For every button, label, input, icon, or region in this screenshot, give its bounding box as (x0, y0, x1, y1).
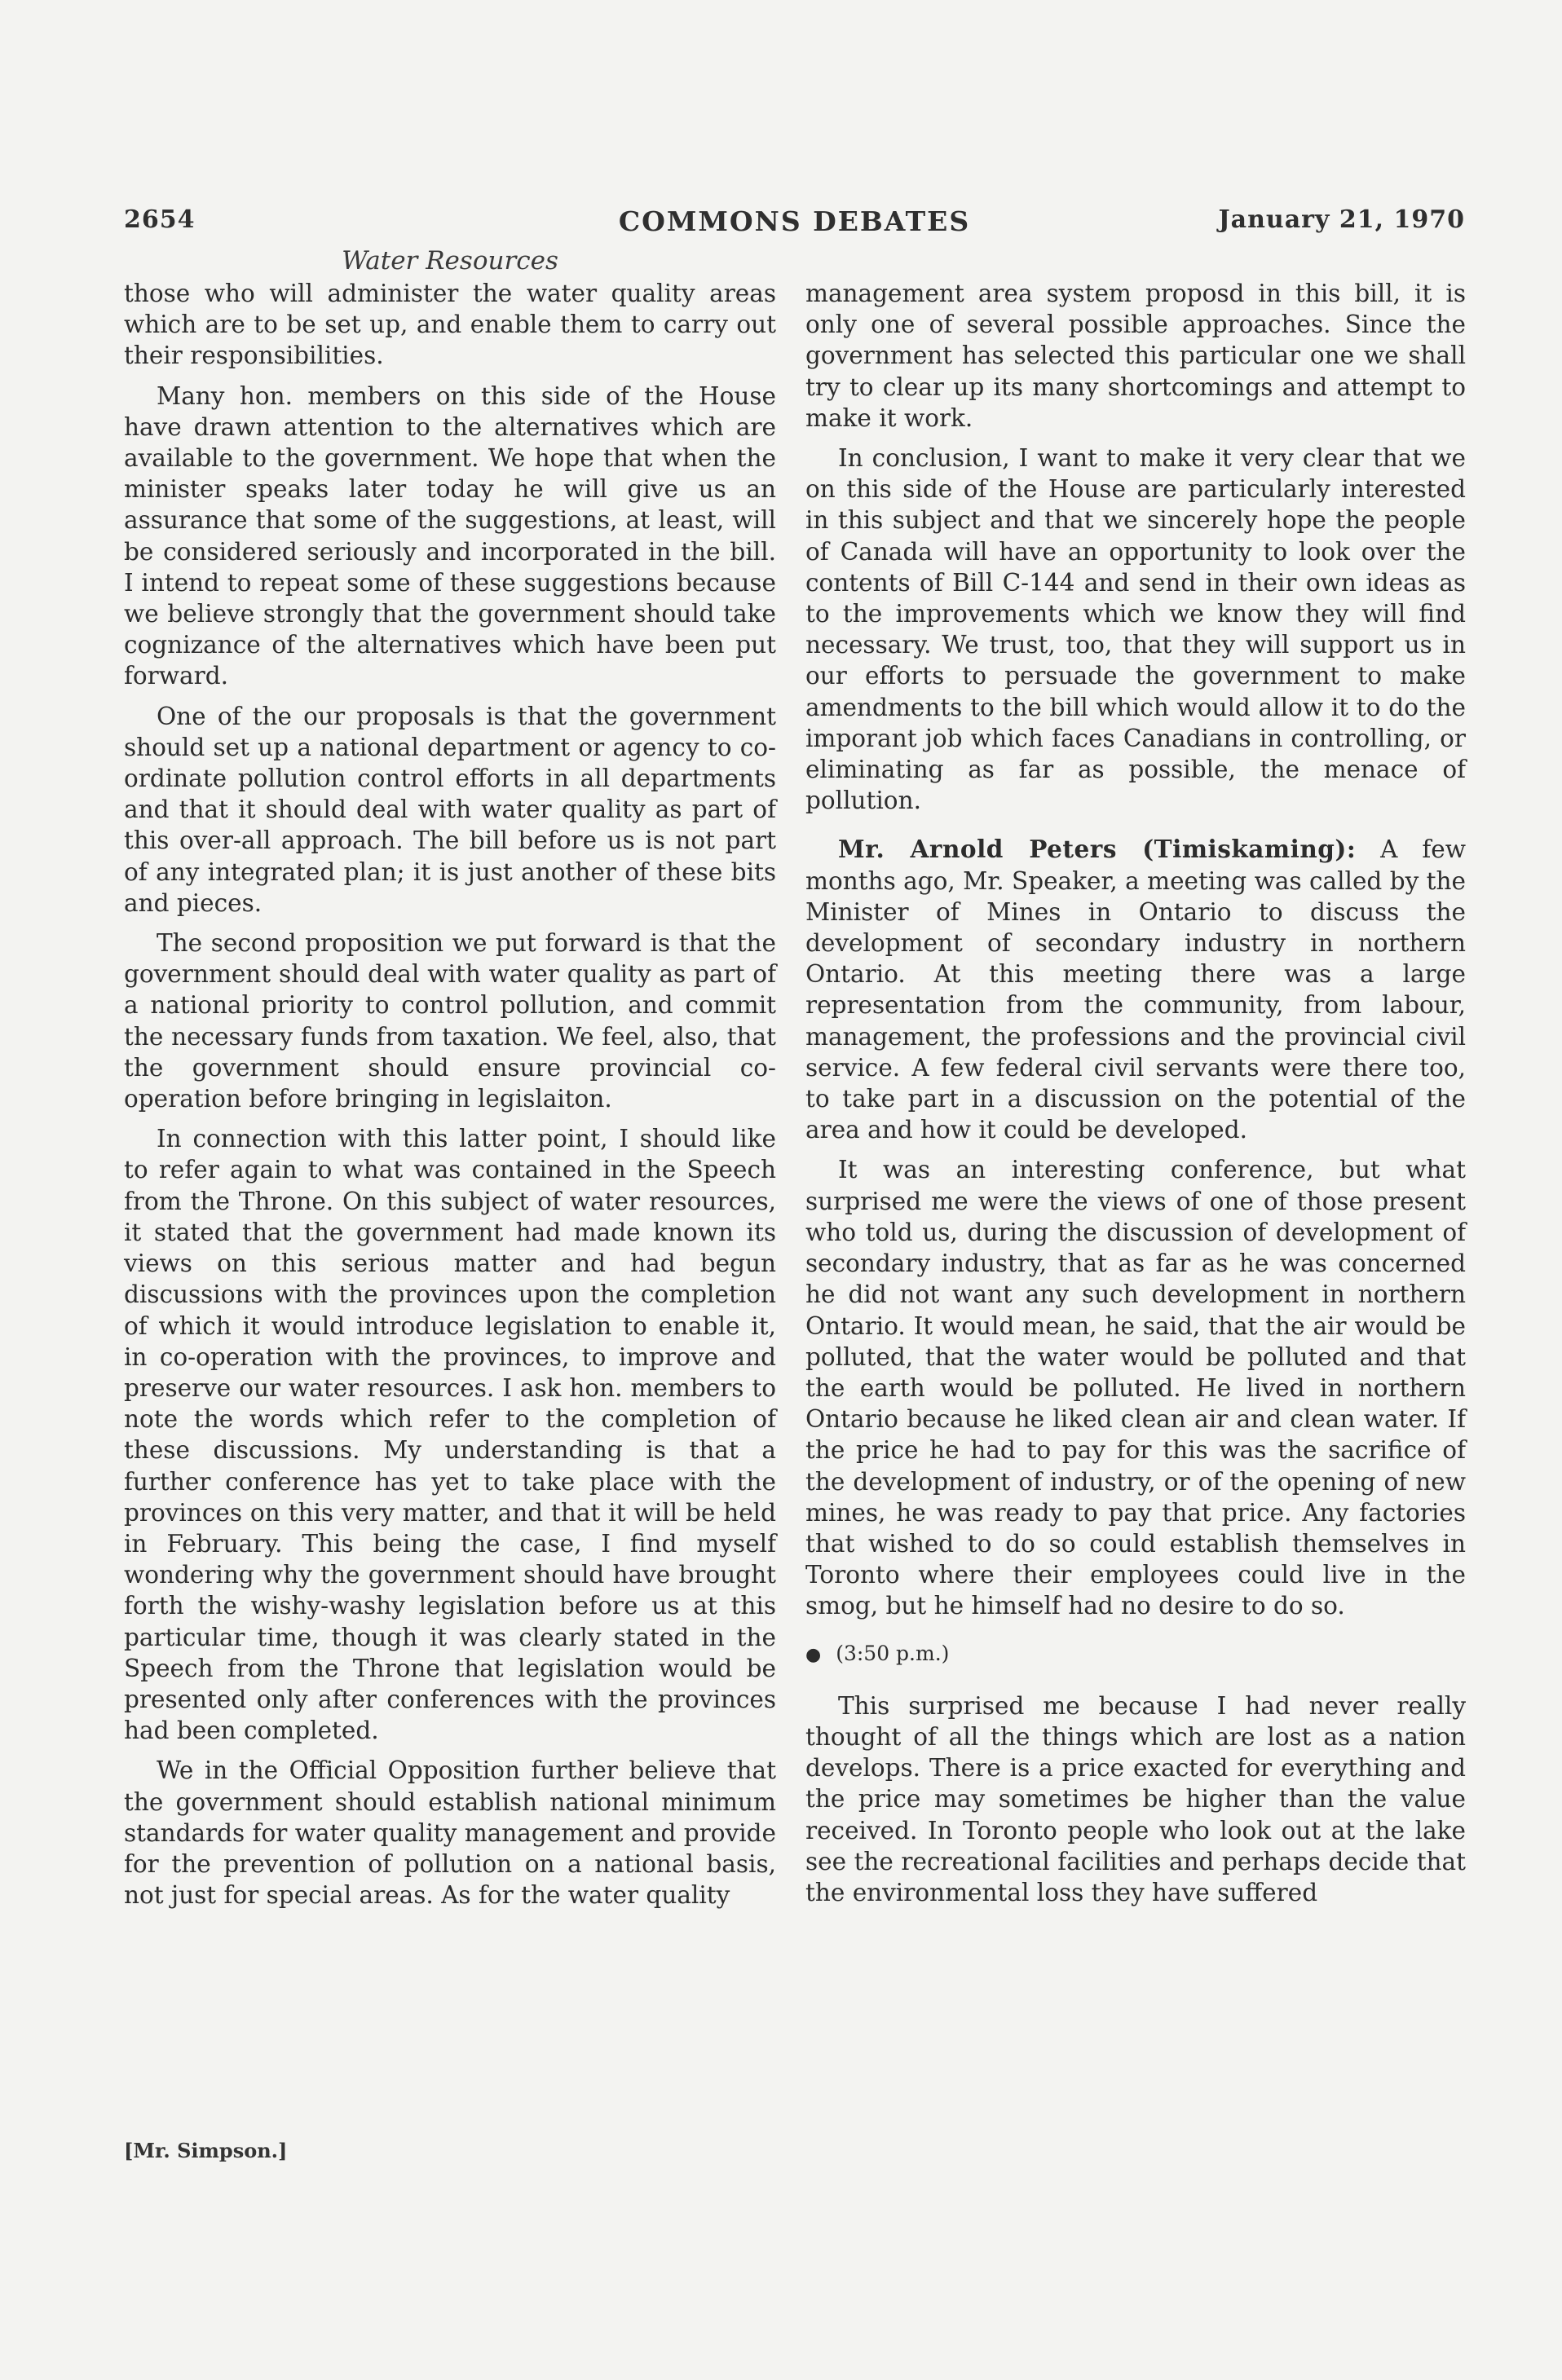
timestamp (805, 1638, 1466, 1671)
paragraph: It was an interesting conference, but what surprised me were the views of one of those present who told us, during the discussion of development of secondary industry, that as far as he was concerned he did not want any such development in northern Ontario. It would mean, he said, that the air would be polluted, that the water would be polluted and that the earth would be polluted. He lived in northern Ontario because he liked clean air and clean water. If the price he had to pay for this was the sacrifice of the development of industry, or of the opening of new mines, he was ready to pay that price. Any factories that wished to do so could establish themselves in Toronto where their employees could live in the smog, but he himself had no desire to do so. (805, 1156, 1466, 1620)
paragraph: We in the Official Opposition further believe that the government should establish national minimum standards for water quality management and provide for the prevention of pollution on a national basis, not just for special areas. As for the water quality (124, 1756, 776, 1910)
paragraph: In conclusion, I want to make it very clear that we on this side of the House are particularly interested in this subject and that we sincerely hope the people of Canada will have an opportunity to look over the contents of Bill C-144 and send in their own ideas as to the improvements which we know they will find necessary. We trust, too, that they will support us in our efforts to persuade the government to make amendments to the bill which would allow it to do the imporant job which faces Canadians in controlling, or eliminating as far as possible, the menace of pollution. (805, 444, 1466, 815)
speech-text: A few months ago, Mr. Speaker, a meeting was called by the Minister of Mines in Ontario to discuss the development of secondary industry in northern Ontario. At this meeting there was a large representation from the community, from labour, management, the professions and the provincial civil service. A few federal civil servants were there too, to take part in a discussion on the potential of the area and how it could be developed. (805, 835, 1466, 1144)
left-column (124, 278, 776, 1919)
page-date: January 21, 1970 (1218, 205, 1465, 234)
paragraph: This surprised me because I had never really thought of all the things which are lost as a nation develops. There is a price exacted for everything and the price may sometimes be higher than the value received. In Toronto people who look out at the lake see the recreational facilities and perhaps decide that the environmental loss they have suffered (805, 1691, 1466, 1906)
bullet-icon: ● (805, 1644, 822, 1665)
speaker-footer: [Mr. Simpson.] (124, 2139, 288, 2162)
paragraph: One of the our proposals is that the government should set up a national department or agency to co-ordinate pollution control efforts in all departments and that it should deal with water quality as part of this over-all approach. The bill before us is not part of any integrated plan; it is just another of these bits and pieces. (124, 702, 776, 917)
right-column (805, 278, 1466, 1917)
paragraph: management area system proposd in this bill, it is only one of several possible approaches. Since the government has selected this particular one we shall try to clear up its many shortcomings and attempt to make it work. (805, 280, 1466, 432)
section-heading: Water Resources (342, 246, 558, 275)
publication-title: COMMONS DEBATES (618, 205, 971, 237)
paragraph: those who will administer the water quality areas which are to be set up, and enable them to carry out their responsibilities. (124, 280, 776, 370)
timestamp-text: (3:50 p.m.) (836, 1641, 950, 1665)
speaker-paragraph (805, 834, 1466, 1145)
page-number: 2654 (124, 205, 196, 234)
paragraph: The second proposition we put forward is that the government should deal with water quality as part of a national priority to control pollution, and commit the necessary funds from taxation. We feel, also, that the government should ensure provincial co-operation before bringing in legislaiton. (124, 929, 776, 1113)
paragraph: Many hon. members on this side of the House have drawn attention to the alternatives which are available to the government. We hope that when the minister speaks later today he will give us an assurance that some of the suggestions, at least, will be considered seriously and incorporated in the bill. I intend to repeat some of these suggestions because we believe strongly that the government should take cognizance of the alternatives which have been put forward. (124, 381, 776, 690)
paragraph: In connection with this latter point, I should like to refer again to what was contained in the Speech from the Throne. On this subject of water resources, it stated that the government had made known its views on this serious matter and had begun discussions with the provinces upon the completion of which it would introduce legislation to enable it, in co-operation with the provinces, to improve and preserve our water resources. I ask hon. members to note the words which refer to the completion of these discussions. My understanding is that a further conference has yet to take place with the provinces on this very matter, and that it will be held in February. This being the case, I find myself wondering why the government should have brought forth the wishy-washy legislation before us at this particular time, though it was clearly stated in the Speech from the Throne that legislation would be presented only after conferences with the provinces had been completed. (124, 1125, 776, 1745)
speaker-name: Mr. Arnold Peters (Timiskaming): (838, 835, 1357, 864)
running-head (124, 205, 1465, 243)
